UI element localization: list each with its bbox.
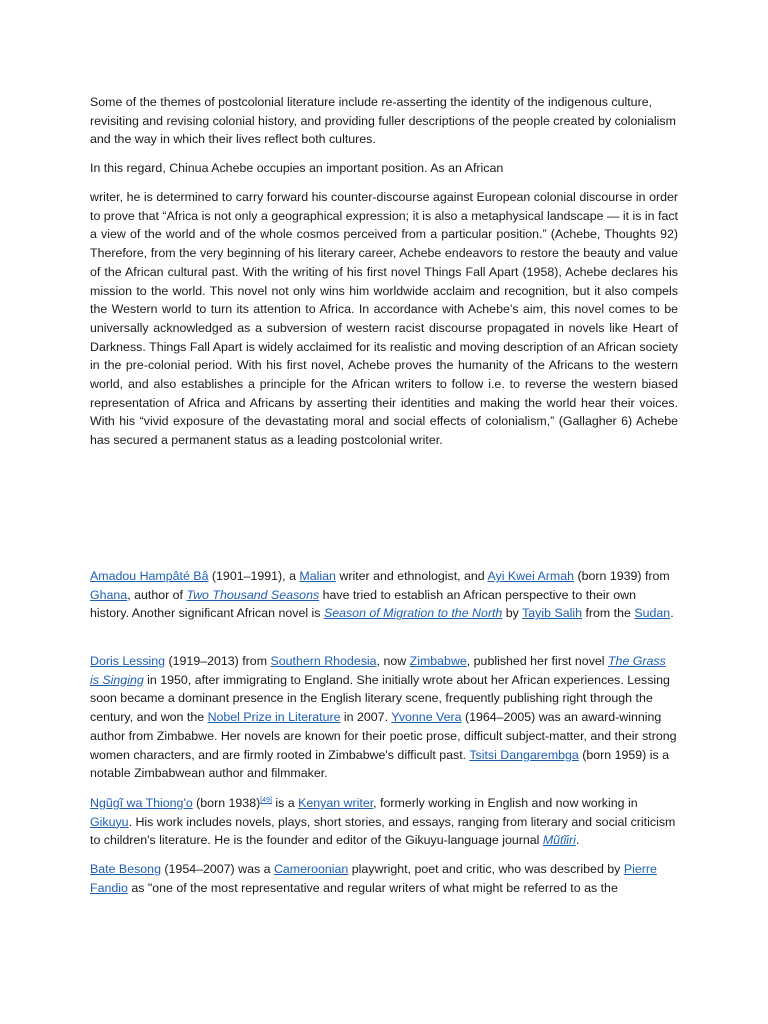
- text-segment: . His work includes novels, plays, short stories, and essays, ranging from literary and social criticism to children's literature. He is the founder and editor of the Gikuyu-language journal: [90, 814, 676, 848]
- link-season-of-migration[interactable]: Season of Migration to the North: [323, 606, 503, 621]
- link-kenyan-writer[interactable]: Kenyan writer: [298, 796, 374, 810]
- text-segment: .: [575, 833, 580, 848]
- text-segment: playwright, poet and critic, who was described by: [348, 862, 624, 876]
- link-pierre-fandio[interactable]: Pierre Fandio: [90, 862, 657, 895]
- link-gikuyu[interactable]: Gikuyu: [90, 814, 129, 829]
- link-malian[interactable]: Malian: [299, 569, 336, 583]
- link-bate-besong[interactable]: Bate Besong: [90, 862, 161, 876]
- text-segment: (1964–2005) was an award-winning author from Zimbabwe. Her novels are known for their poetic prose, difficult subject-matter, and their strong women characters, and are firmly rooted in Zimbabwe's difficult past.: [90, 710, 677, 762]
- text-segment: (born 1939) from: [574, 569, 670, 583]
- text-segment: writer and ethnologist, and: [335, 569, 488, 583]
- link-doris-lessing[interactable]: Doris Lessing: [90, 654, 166, 668]
- text-segment: , author of: [127, 587, 187, 602]
- text-segment: , now: [376, 654, 410, 668]
- text-segment: , published her first novel: [466, 654, 608, 668]
- paragraph-bate-besong: [90, 860, 678, 897]
- text-segment: (1954–2007) was a: [160, 862, 274, 876]
- paragraph-doris-lessing: [90, 652, 678, 783]
- link-mutiiri[interactable]: Mũtĩiri: [542, 833, 576, 848]
- paragraph-african-writers: [90, 567, 678, 623]
- link-zimbabwe[interactable]: Zimbabwe: [409, 654, 467, 668]
- link-tayib-salih[interactable]: Tayib Salih: [522, 606, 582, 621]
- link-tsitsi-dangarembga[interactable]: Tsitsi Dangarembga: [469, 747, 579, 762]
- text-segment: is a: [271, 796, 299, 810]
- text-segment: from the: [582, 606, 635, 621]
- text-segment: (1901–1991), a: [208, 569, 300, 583]
- paragraph-achebe-intro: In this regard, Chinua Achebe occupies an important position. As an African: [90, 161, 504, 175]
- paragraph-achebe-body: writer, he is determined to carry forward his counter-discourse against European colonial discourse in order to prove that “Africa is not only a geographical expression; it is also a metaphysical landscape — it is in fact a view of the world and of the whole cosmos perceived from a particular position.” (Achebe, Thoughts 92) Therefore, from the very beginning of his literary career, Achebe endeavors to restore the beauty and value of the African cultural past. With the writing of his first novel Things Fall Apart (1958), Achebe declares his mission to the world. This novel not only wins him worldwide acclaim and recognition, but it also compels the Western world to turn its attention to Africa. In accordance with Achebe’s aim, this novel comes to be universally acknowledged as a subversion of western racist discourse propagated in novels like Heart of Darkness. Things Fall Apart is widely acclaimed for its realistic and moving description of an African society in the pre-colonial period. With his first novel, Achebe proves the humanity of the Africans to the western world, and also establishes a principle for the African writers to follow i.e. to reverse the western biased representation of Africa and Africans by asserting their identities and making the world hear their voices. With his “vivid exposure of the devastating moral and social effects of colonialism,” (Gallagher 6) Achebe has secured a permanent status as a leading postcolonial writer.: [90, 190, 678, 448]
- paragraph-themes: Some of the themes of postcolonial literature include re-asserting the identity of the indigenous culture, revisiting and revising colonial history, and providing fuller descriptions of the people created by colonialism and the way in which their lives reflect both cultures.: [90, 95, 676, 147]
- text-segment: (born 1938): [192, 796, 261, 810]
- paragraph-ngugi: [90, 794, 678, 850]
- link-yvonne-vera[interactable]: Yvonne Vera: [391, 710, 462, 725]
- text-segment: , formerly working in English and now working in: [373, 796, 638, 810]
- text-segment: as "one of the most representative and regular writers of what might be referred to as the: [127, 880, 618, 895]
- link-ghana[interactable]: Ghana: [90, 587, 128, 602]
- link-amadou-hampate-ba[interactable]: Amadou Hampâté Bâ: [90, 569, 209, 583]
- link-the-grass-is-singing[interactable]: The Grass is Singing: [90, 654, 666, 687]
- link-southern-rhodesia[interactable]: Southern Rhodesia: [270, 654, 377, 668]
- text-segment: have tried to establish an African perspective to their own history. Another significant African novel is: [90, 587, 636, 621]
- text-segment: by: [502, 606, 523, 621]
- reference-link[interactable]: [49]: [260, 796, 272, 804]
- text-segment: (1919–2013) from: [165, 654, 271, 668]
- link-sudan[interactable]: Sudan: [634, 606, 671, 621]
- text-segment: in 1950, after immigrating to England. She initially wrote about her African experiences. Lessing soon became a dominant presence in the English literary scene, frequently publishing right through the century, and won the: [90, 672, 670, 725]
- link-ngugi-wa-thiongo[interactable]: Ngũgĩ wa Thiong'o: [90, 796, 193, 810]
- link-ayi-kwei-armah[interactable]: Ayi Kwei Armah: [487, 569, 575, 583]
- text-segment: .: [670, 606, 674, 621]
- link-cameroonian[interactable]: Cameroonian: [273, 862, 349, 876]
- text-segment: (born 1959) is a notable Zimbabwean author and filmmaker.: [90, 747, 670, 781]
- text-segment: in 2007.: [340, 710, 392, 725]
- link-nobel-prize[interactable]: Nobel Prize in Literature: [207, 710, 341, 725]
- link-two-thousand-seasons[interactable]: Two Thousand Seasons: [186, 587, 320, 602]
